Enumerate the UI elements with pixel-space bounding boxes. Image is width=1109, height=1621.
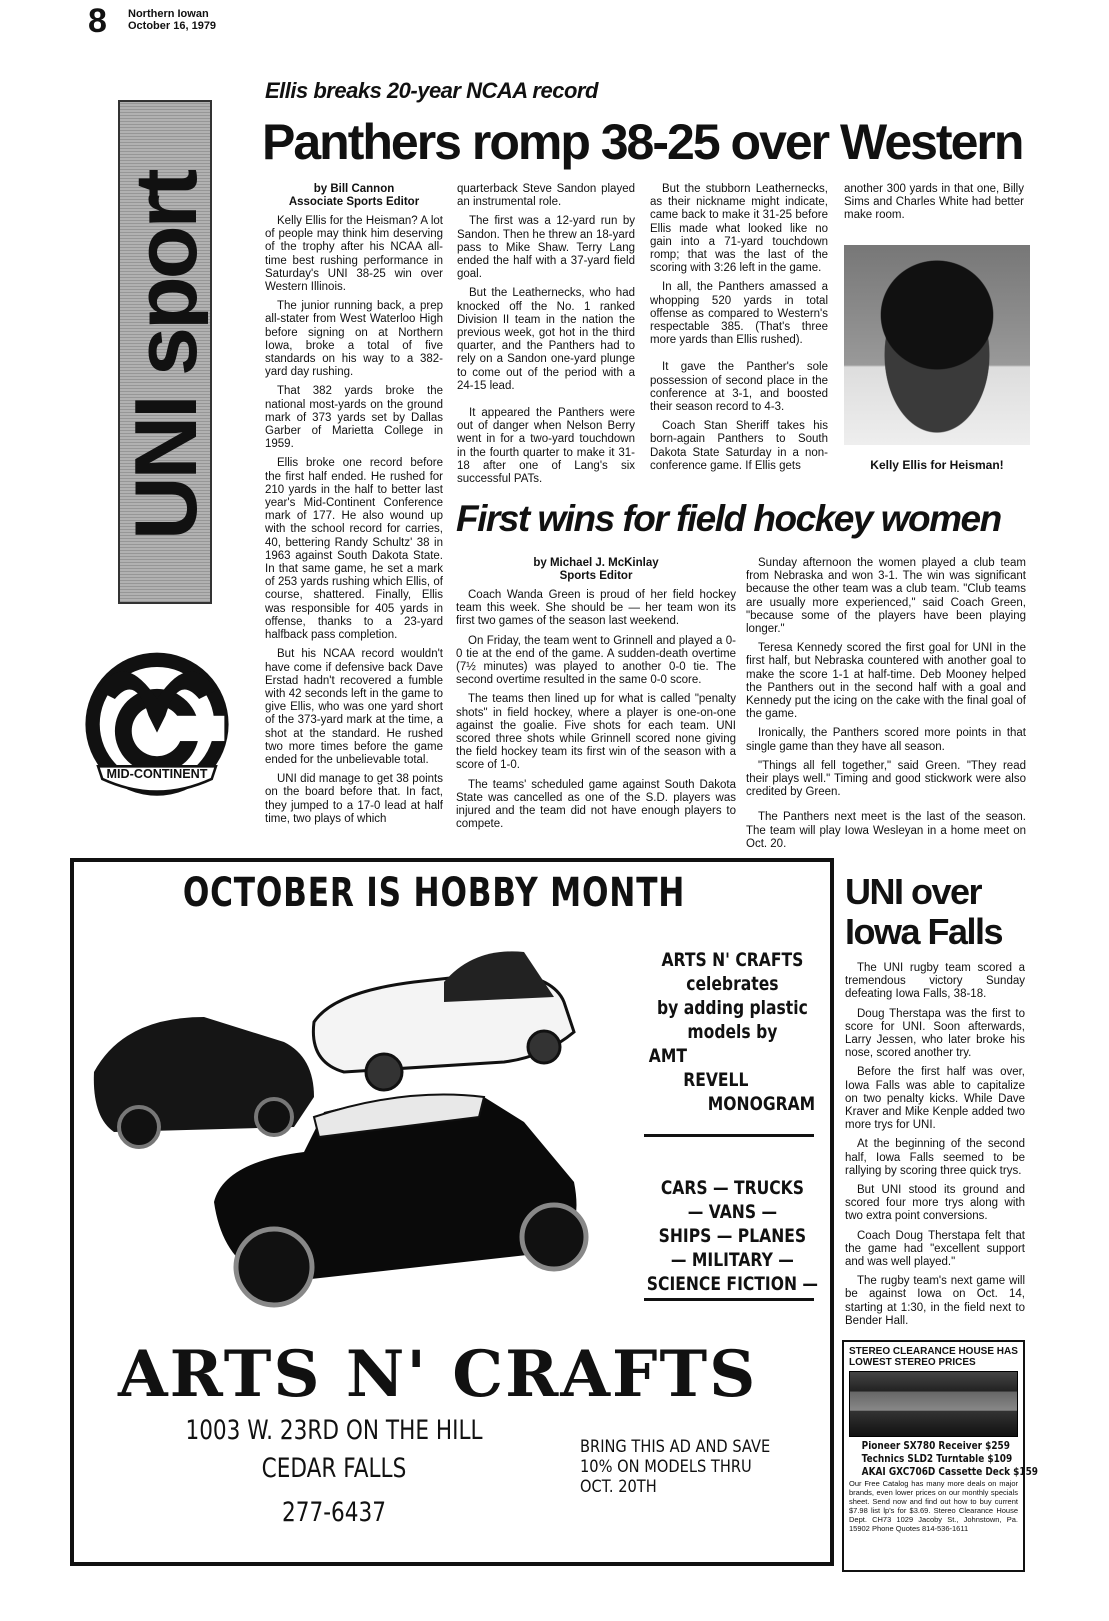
uni-sports-logotype (118, 170, 208, 550)
paragraph: Coach Stan Sheriff takes his born-again Panthers to South Dakota State Saturday in a non-conference game. If Ellis gets (650, 420, 828, 472)
section-label (118, 170, 208, 550)
lead-kicker: Ellis breaks 20-year NCAA record (265, 78, 598, 103)
byline-author: by Bill Cannon (313, 183, 395, 195)
publication-name: Northern Iowan (128, 8, 209, 20)
divider (644, 1298, 814, 1301)
paragraph: "Things all fell together," said Green. "They read their plays well." Timing and good stickwork were also credited by Green. (746, 759, 1026, 799)
stereo-item: AKAI GXC706D Cassette Deck $159 (861, 1466, 1038, 1478)
svg-text:MID-CONTINENT: MID-CONTINENT (106, 767, 208, 782)
paragraph: Ellis broke one record before the first half ended. He rushed for 210 yards in the half to better last year's Mid-Continent Conference mark of 177. He also wound up with the school record for carries, 40, bettering Randy Schultz' 38 in 1963 against South Dakota State. In that same game, he set a mark of 253 yards rushing which Ellis, of course, shattered. Finally, Ellis was responsible for 405 yards in offense, thanks to a 23-yard halfback pass completion. (265, 457, 443, 642)
brand-monogram: MONOGRAM (707, 1093, 816, 1115)
coupon-line: 10% ON MODELS THRU (580, 1457, 752, 1477)
paragraph: Coach Doug Therstapa felt that the game had "excellent support and was well played." (845, 1229, 1025, 1269)
hockey-headline: First wins for field hockey women (456, 498, 1001, 539)
category-line: — MILITARY — (670, 1249, 794, 1271)
paragraph: The junior running back, a prep all-stater from West Waterloo High before signing on at Northern Iowa, broke a total of five standards on his way to a 382-yard day rushing. (265, 300, 443, 379)
publication-date: October 16, 1979 (128, 20, 217, 32)
paragraph: Sunday afternoon the women played a club team from Nebraska and won 3-1. The win was significant because the other team was a club team. "Club teams are usually more experienced," said Coach Green, "because some of the players have been playing longer." (746, 557, 1026, 636)
paragraph: Ironically, the Panthers scored more points in that single game than they have all season. (746, 727, 1026, 753)
paragraph: The Panthers next meet is the last of the season. The team will play Iowa Wesleyan in a home meet on Oct. 20. (746, 811, 1026, 850)
stereo-item: Pioneer SX780 Receiver $259 (861, 1440, 1010, 1452)
paragraph: The teams then lined up for what is called "penalty shots" in field hockey, where a player is one-on-one against the goalie. Five shots for each team. UNI scored three shots while Grinnell scored none giving the field hockey team its first win of the season with a score of 1-0. (456, 693, 736, 772)
paragraph: The rugby team's next game will be against Iowa on Oct. 14, starting at 1:30, in the field next to Bender Hall. (845, 1275, 1025, 1327)
coupon-line: BRING THIS AD AND SAVE (580, 1437, 771, 1457)
stereo-item: Technics SLD2 Turntable $109 (861, 1453, 1013, 1465)
player-photo (844, 245, 1030, 445)
category-line: — VANS — (687, 1201, 778, 1223)
receiver-illustration (849, 1371, 1018, 1437)
mid-continent-emblem-icon (72, 640, 242, 800)
paragraph: But the Leathernecks, who had knocked off the No. 1 ranked Division II team in the nation the previous week, got hot in the third quarter, and the Panthers had to rely on a Sandon one-yard plunge to come out of the period with a 24-15 lead. (457, 287, 635, 392)
paragraph: Teresa Kennedy scored the first goal for UNI in the first half, but Nebraska countered with another goal to make the score 1-1 at half-time. Deb Mooney helped the Panthers out in the second half with a goal and Kennedy put the icing on the cake with the final goal of the game. (746, 642, 1026, 721)
store-address (158, 1412, 510, 1532)
promo-block (634, 948, 831, 1296)
photo-caption: Kelly Ellis for Heisman! (870, 458, 1004, 472)
coupon-line: OCT. 20TH (580, 1477, 657, 1497)
paragraph: The teams' scheduled game against South Dakota State was cancelled as one of the S.D. players was injured and the team did not have enough players to compete. (456, 778, 736, 831)
paragraph: Before the first half was over, Iowa Falls was able to capitalize on two penalty kicks. While Dave Kraver and Mike Kenple added two more trys for UNI. (845, 1066, 1025, 1132)
masthead (128, 8, 216, 32)
promo-line: by adding plastic (656, 997, 808, 1019)
promo-line: celebrates (686, 973, 779, 995)
coupon-text (580, 1437, 838, 1497)
store-name: ARTS N' CRAFTS (118, 1337, 758, 1412)
paragraph: In all, the Panthers amassed a whopping 520 yards in total offense as compared to Western's respectable 385. (That's three more yards than Ellis rushed). (650, 281, 828, 347)
paragraph: UNI did manage to get 38 points on the board before that. In fact, they jumped to a 17-0 lead at half time, two plays of which (265, 773, 443, 825)
byline-title: Associate Sports Editor (288, 196, 420, 208)
address-line: 1003 W. 23RD ON THE HILL (185, 1415, 483, 1446)
paragraph: Coach Wanda Green is proud of her field hockey team this week. She should be — her team won its first two games of the season last weekend. (456, 589, 736, 628)
lead-story-col-1 (265, 183, 443, 832)
hobby-month-ad (70, 858, 834, 1566)
stereo-clearance-ad (842, 1340, 1038, 1572)
stereo-items (861, 1440, 1038, 1479)
paragraph: On Friday, the team went to Grinnell and played a 0-0 tie at the end of the game. A sudden-death overtime (7½ minutes) was played to another 0-0 tie. The second overtime resulted in the same 0-0 score. (456, 634, 736, 687)
brand-revell: REVELL (683, 1069, 749, 1091)
lead-story-col-4 (844, 183, 1024, 229)
stereo-ad-header: STEREO CLEARANCE HOUSE HAS LOWEST STEREO PRICES (849, 1346, 1018, 1368)
ad-title: OCTOBER IS HOBBY MONTH (182, 870, 686, 916)
address-city: CEDAR FALLS (261, 1453, 407, 1484)
paragraph: But UNI stood its ground and scored four more trys along with two extra point conversions. (845, 1184, 1025, 1223)
mid-continent-logo (72, 640, 242, 800)
rugby-story (845, 962, 1025, 1334)
category-line: SHIPS — PLANES (658, 1225, 807, 1247)
car-icon (94, 1017, 314, 1147)
hockey-story-col-2 (746, 557, 1026, 857)
paragraph: Doug Therstapa was the first to score for UNI. Soon afterwards, Larry Jessen, who later broke his nose, scored another try. (845, 1007, 1025, 1060)
hockey-byline (456, 557, 736, 583)
lead-story-col-2 (457, 183, 635, 492)
store-phone: 277-6437 (282, 1497, 386, 1528)
paragraph: quarterback Steve Sandon played an instrumental role. (457, 183, 635, 209)
lead-byline (265, 183, 443, 209)
divider (644, 1134, 814, 1137)
rugby-headline: UNI over Iowa Falls (845, 871, 1003, 952)
paragraph: At the beginning of the second half, Iowa Falls seemed to be rallying by scoring three quick trys. (845, 1138, 1025, 1177)
page-number: 8 (88, 2, 107, 40)
paragraph: another 300 yards in that one, Billy Sims and Charles White had better make room. (844, 183, 1024, 222)
paragraph: The first was a 12-yard run by Sandon. Then he threw an 18-yard pass to Mike Shaw. Terry Lang ended the half with a 37-yard field goal. (457, 215, 635, 281)
paragraph: The UNI rugby team scored a tremendous victory Sunday defeating Iowa Falls, 38-18. (845, 962, 1025, 1001)
byline-author: by Michael J. McKinlay (533, 557, 659, 569)
paragraph: Kelly Ellis for the Heisman? A lot of people may think him deserving of the trophy after his NCAA all-time best rushing performance in Saturday's UNI 38-25 win over Western Illinois. (265, 215, 443, 294)
category-line: CARS — TRUCKS (660, 1177, 804, 1199)
hockey-story-col-1 (456, 557, 736, 837)
paragraph: That 382 yards broke the national most-yards on the ground mark of 373 yards set by Dallas Garber of Marietta College in 1959. (265, 385, 443, 451)
lead-headline: Panthers romp 38-25 over Western (262, 114, 1023, 170)
promo-line: models by (687, 1021, 778, 1043)
paragraph: It gave the Panther's sole possession of second place in the conference at 3-1, and boosted their season record to 4-3. (650, 361, 828, 414)
stereo-fine-print: Our Free Catalog has many more deals on major brands, even lower prices on our monthly specials sheet. Send now and find out how to buy current $7.98 list lp's for $3.69. Stereo Clearance House Dept. CH73 1029 Jacoby St., Johnstown, Pa. 15902 Phone Quotes 814-536-1611 (849, 1479, 1018, 1533)
model-cars-illustration (84, 922, 624, 1362)
category-line: SCIENCE FICTION — (646, 1273, 819, 1295)
svg-text:UNI sports: UNI sports (118, 170, 208, 540)
paragraph: But the stubborn Leathernecks, as their nickname might indicate, came back to make it 31-25 before Ellis made what looked like no gain into a 71-yard touchdown romp; that was the last of the scoring with 3:26 left in the game. (650, 183, 828, 275)
brand-amt: AMT (648, 1045, 687, 1067)
promo-line: ARTS N' CRAFTS (661, 949, 804, 971)
car-icon (313, 951, 574, 1090)
paragraph: But his NCAA record wouldn't have come if defensive back Dave Erstad hadn't recovered a fumble with 42 seconds left in the game to give Ellis, who was one yard short of the 373-yard mark at the time, a shot at the standard. He rushed two more times before the game ended for the unbelievable total. (265, 648, 443, 766)
lead-story-col-3 (650, 183, 828, 479)
paragraph: It appeared the Panthers were out of danger when Nelson Berry went in for a two-yard touchdown in the fourth quarter to make it 31-18 after one of Lang's six successful PATs. (457, 407, 635, 486)
byline-title: Sports Editor (559, 570, 633, 582)
